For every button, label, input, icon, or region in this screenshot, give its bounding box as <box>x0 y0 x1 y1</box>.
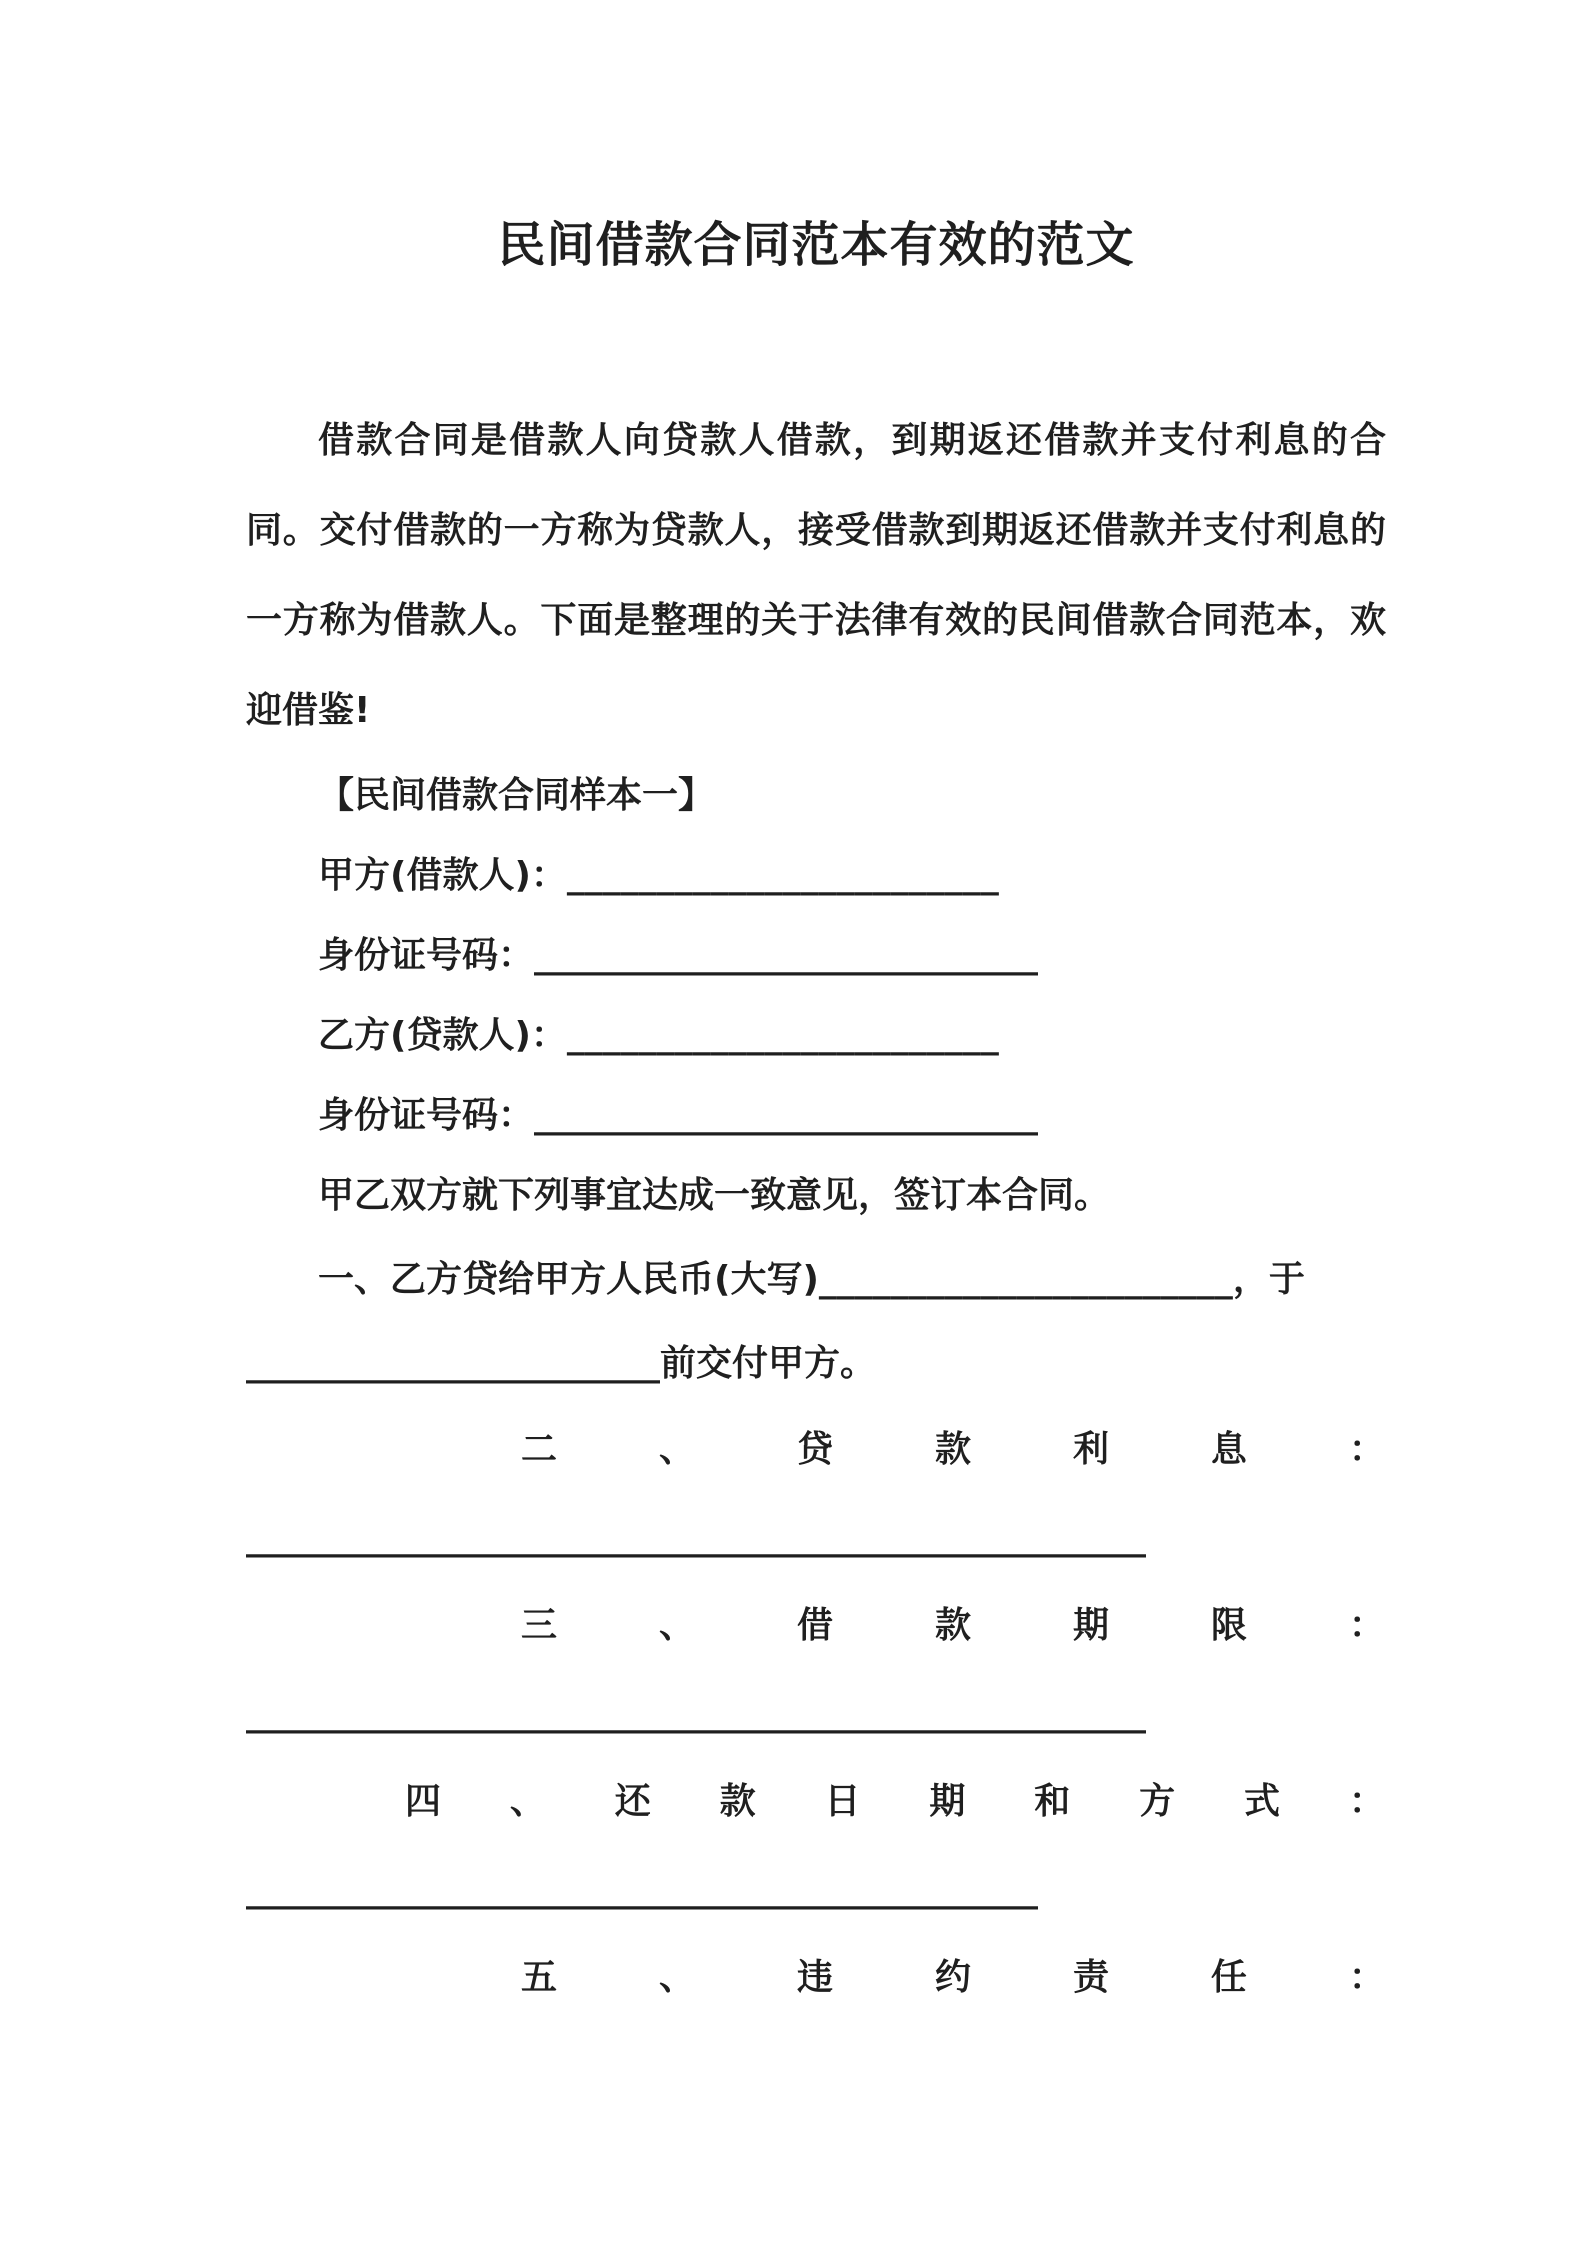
clause-one-line-2: _______________________前交付甲方。 <box>246 1343 877 1384</box>
party-a-id-line: 身份证号码：____________________________ <box>318 935 1039 976</box>
clause-three-heading: 三 、 借 款 期 限 ： <box>521 1605 1385 1646</box>
document-title: 民间借款合同范本有效的范文 <box>497 217 1135 273</box>
clause-two-heading: 二 、 贷 款 利 息 ： <box>521 1429 1385 1470</box>
party-a-line: 甲方(借款人)：________________________ <box>318 855 999 896</box>
clause-one-line-1: 一、乙方贷给甲方人民币(大写)_______________________，于 <box>318 1259 1305 1300</box>
clause-two-blank-line: __________________________________________________ <box>246 1517 1146 1558</box>
agreement-line: 甲乙双方就下列事宜达成一致意见，签订本合同。 <box>318 1175 1111 1216</box>
party-b-id-line: 身份证号码：____________________________ <box>318 1095 1039 1136</box>
clause-four-heading: 四 、 还 款 日 期 和 方 式 ： <box>405 1781 1385 1822</box>
intro-paragraph: 借款合同是借款人向贷款人借款，到期返还借款并支付利息的合同。交付借款的一方称为贷款人，接受借款到期返还借款并支付利息的一方称为借款人。下面是整理的关于法律有效的民间借款合同范本，欢迎借鉴! <box>246 420 1386 731</box>
clause-three-blank-line: __________________________________________________ <box>246 1693 1146 1734</box>
clause-four-blank-line: ____________________________________________ <box>246 1869 1038 1910</box>
party-b-line: 乙方(贷款人)：________________________ <box>318 1015 999 1056</box>
clause-five-heading: 五 、 违 约 责 任 ： <box>521 1957 1385 1998</box>
clause-one <box>246 1238 1386 1406</box>
sample-one-heading: 【民间借款合同样本一】 <box>318 775 715 816</box>
